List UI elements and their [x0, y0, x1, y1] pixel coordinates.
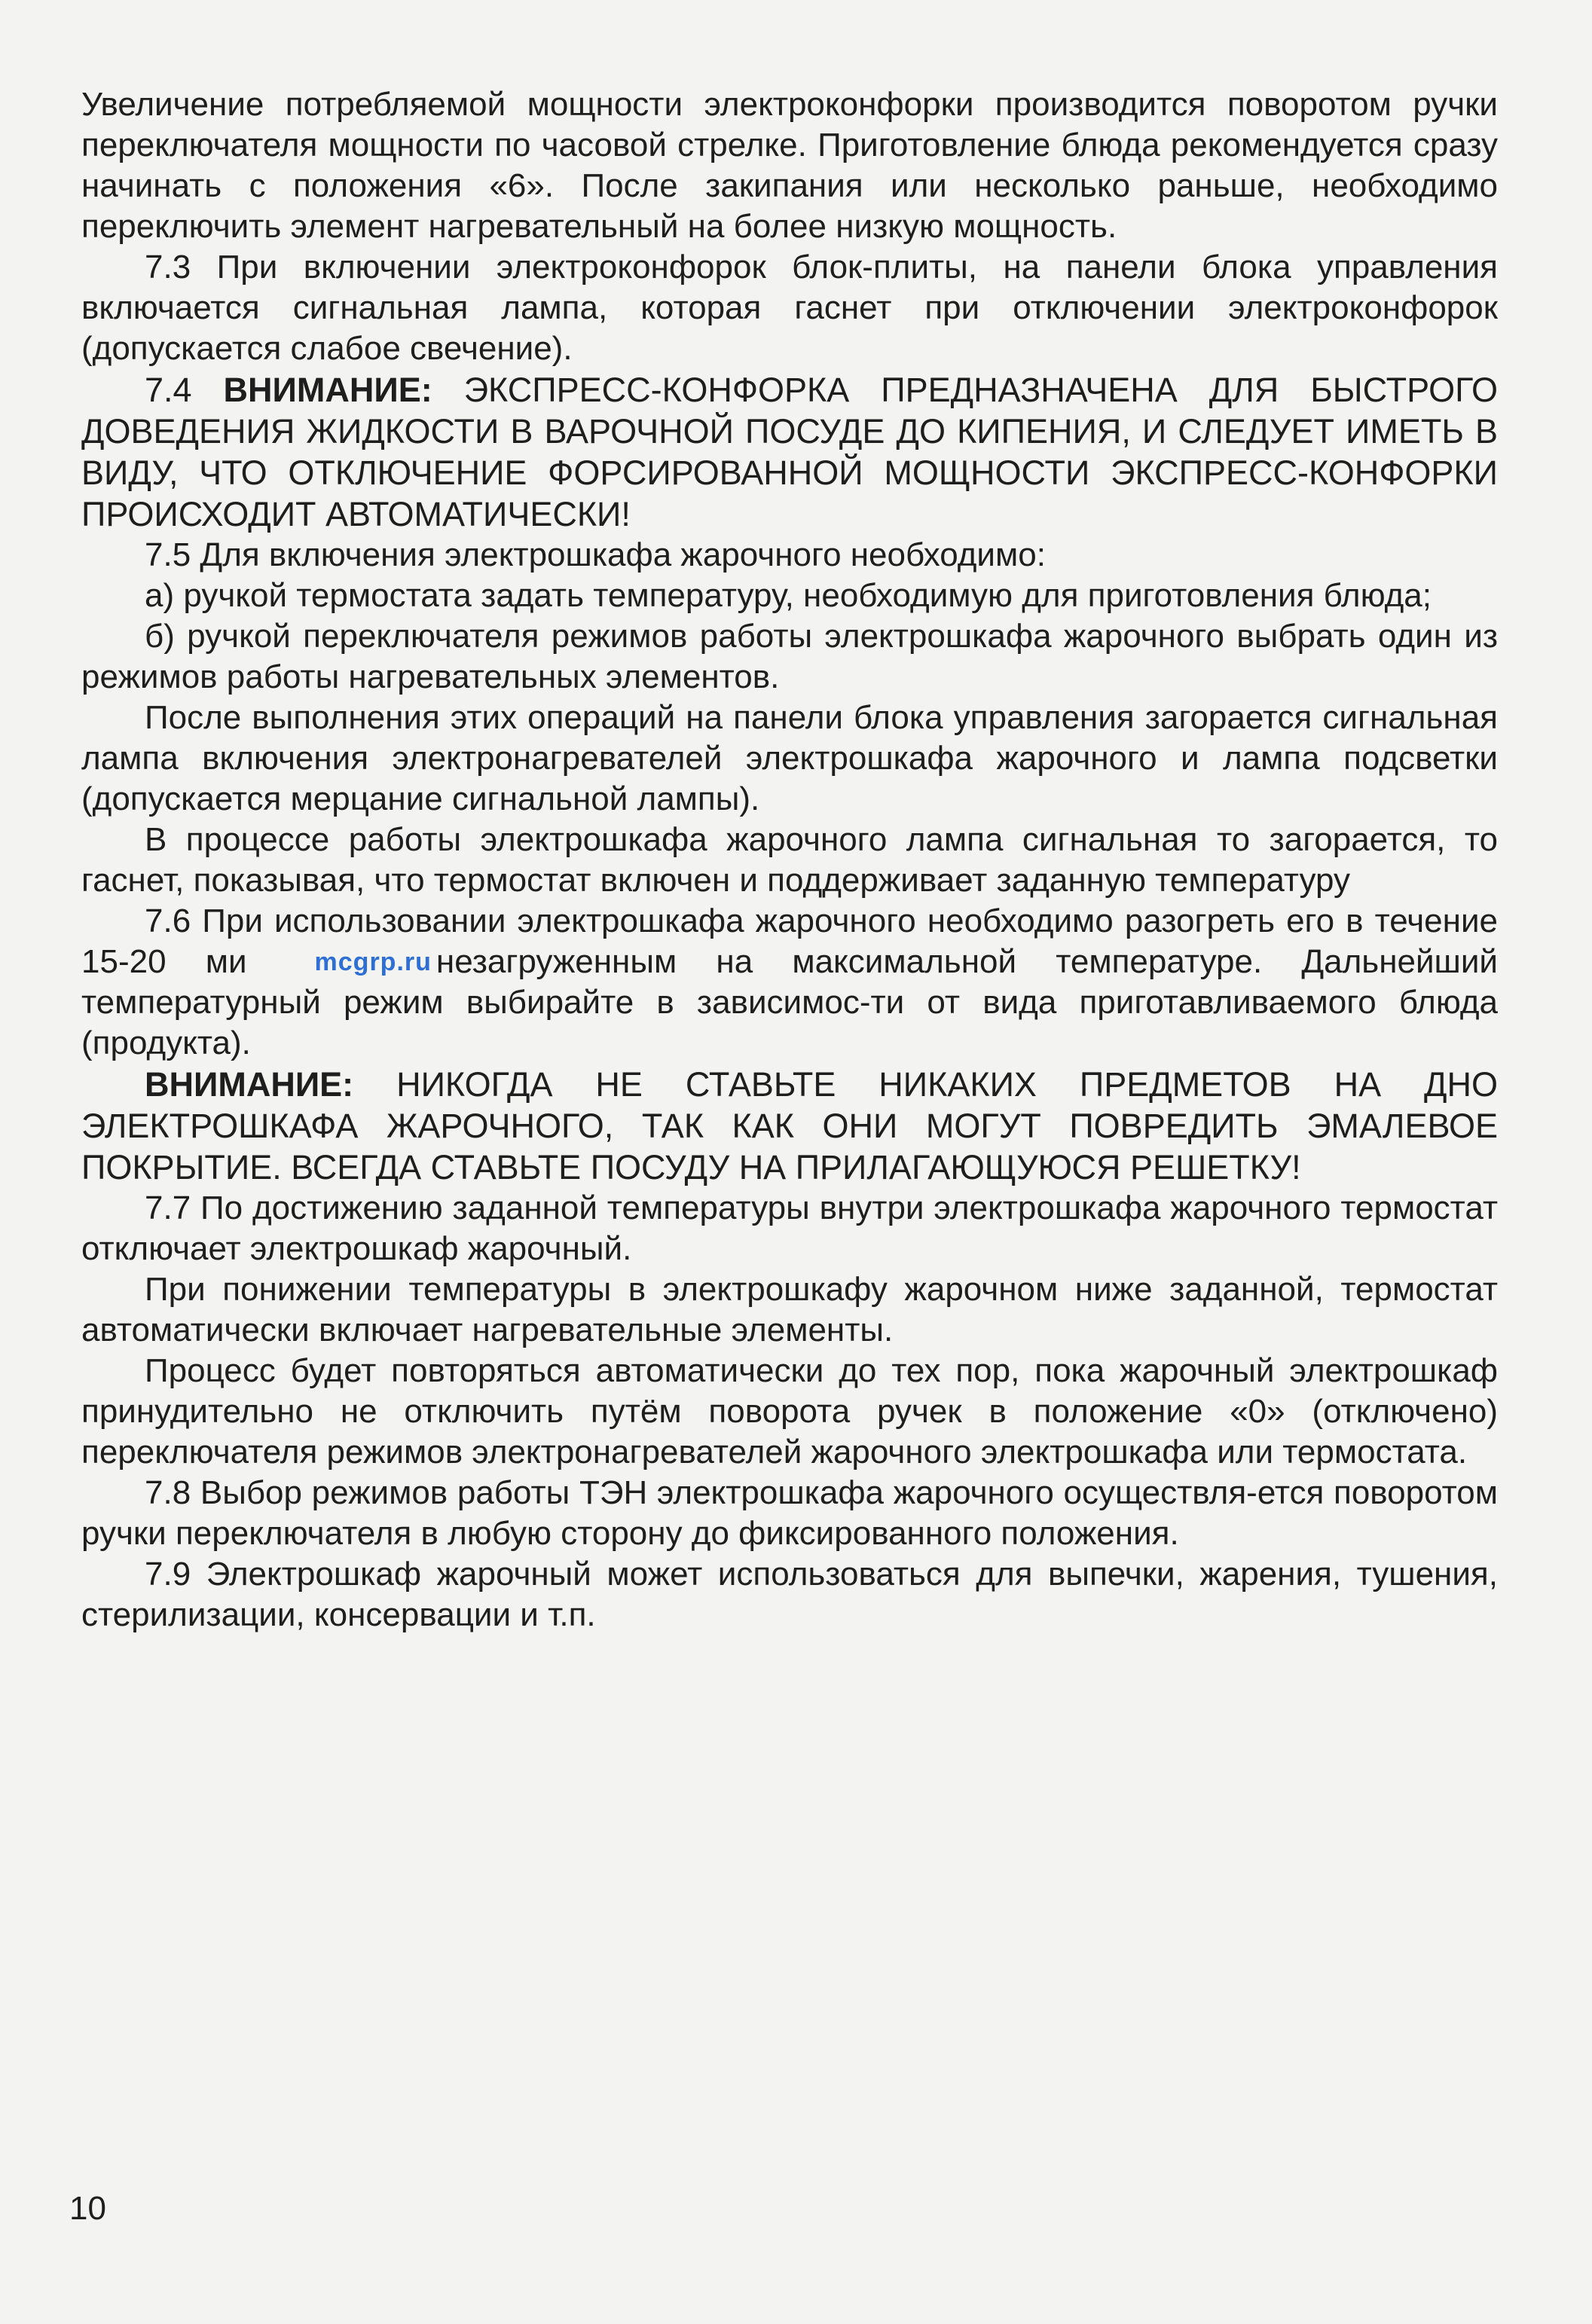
- page-body: [81, 84, 1498, 1635]
- paragraph-power-increase: Увеличение потребляемой мощности электроконфорки производится поворотом ручки переключателя мощности по часовой стрелке. Приготовление блюда рекомендуется сразу начинать с положения «6». После закипания или несколько раньше, необходимо переключить элемент нагревательный на более низкую мощность.: [81, 86, 1498, 245]
- paragraph-after-operations: После выполнения этих операций на панели блока управления загорается сигнальная лампа включения электронагревателей электрошкафа жарочного и лампа подсветки (допускается мерцание сигнальной лампы).: [81, 699, 1498, 817]
- paragraph-7-6: [81, 901, 1498, 1064]
- page-number: 10: [69, 2190, 106, 2227]
- paragraph-7-9: 7.9 Электрошкаф жарочный может использоваться для выпечки, жарения, тушения, стерилизации, консервации и т.п.: [81, 1556, 1498, 1633]
- warning-text: ЭКСПРЕСС-КОНФОРКА ПРЕДНАЗНАЧЕНА ДЛЯ БЫСТРОГО ДОВЕДЕНИЯ ЖИДКОСТИ В ВАРОЧНОЙ ПОСУДЕ ДО КИПЕНИЯ, И СЛЕДУЕТ ИМЕТЬ В ВИДУ, ЧТО ОТКЛЮЧЕНИЕ ФОРСИРОВАННОЙ МОЩНОСТИ ЭКСПРЕСС-КОНФОРКИ ПРОИСХОДИТ АВТОМАТИЧЕСКИ!: [81, 371, 1498, 533]
- watermark-logo: mcgrp.ru: [314, 948, 432, 976]
- paragraph-7-5: 7.5 Для включения электрошкафа жарочного необходимо:: [145, 536, 1046, 573]
- paragraph-oven-warning: [81, 1064, 1498, 1188]
- warning-text: НИКОГДА НЕ СТАВЬТЕ НИКАКИХ ПРЕДМЕТОВ НА ДНО ЭЛЕКТРОШКАФА ЖАРОЧНОГО, ТАК КАК ОНИ МОГУТ ПОВРЕДИТЬ ЭМАЛЕВОЕ ПОКРЫТИЕ. ВСЕГДА СТАВЬТЕ ПОСУДУ НА ПРИЛАГАЮЩУЮСЯ РЕШЕТКУ!: [81, 1065, 1498, 1186]
- attention-label: ВНИМАНИЕ:: [145, 1065, 354, 1104]
- paragraph-7-7: 7.7 По достижению заданной температуры внутри электрошкафа жарочного термостат отключает электрошкаф жарочный.: [81, 1189, 1498, 1267]
- paragraph-repeat-process: Процесс будет повторяться автоматически до тех пор, пока жарочный электрошкаф принудительно не отключить путём поворота ручек в положение «0» (отключено) переключателя режимов электронагревателей жарочного электрошкафа или термостата.: [81, 1352, 1498, 1470]
- paragraph-temperature-drop: При понижении температуры в электрошкафу жарочном ниже заданной, термостат автоматически включает нагревательные элементы.: [81, 1271, 1498, 1348]
- attention-label: ВНИМАНИЕ:: [223, 371, 432, 409]
- paragraph-7-3: 7.3 При включении электроконфорок блок-плиты, на панели блока управления включается сигнальная лампа, которая гаснет при отключении электроконфорок (допускается слабое свечение).: [81, 249, 1498, 367]
- paragraph-7-8: 7.8 Выбор режимов работы ТЭН электрошкафа жарочного осуществля-ется поворотом ручки переключателя в любую сторону до фиксированного положения.: [81, 1474, 1498, 1552]
- paragraph-7-4-warning: [81, 369, 1498, 535]
- paragraph-7-6-end: незагруженным на максимальной температуре. Дальнейший температурный режим выбирайте в зависимос-ти от вида приготавливаемого блюда (продукта).: [81, 943, 1498, 1061]
- section-number: 7.4: [145, 371, 192, 409]
- paragraph-7-6-start: 7.6 При использовании электрошкафа жарочного необходимо разогреть его в течение 15-20 ми: [81, 902, 1498, 980]
- list-item-b: б) ручкой переключателя режимов работы электрошкафа жарочного выбрать один из режимов работы нагревательных элементов.: [81, 618, 1498, 695]
- paragraph-process: В процессе работы электрошкафа жарочного лампа сигнальная то загорается, то гаснет, показывая, что термостат включен и поддерживает заданную температуру: [81, 821, 1498, 899]
- list-item-a: а) ручкой термостата задать температуру, необходимую для приготовления блюда;: [145, 577, 1432, 614]
